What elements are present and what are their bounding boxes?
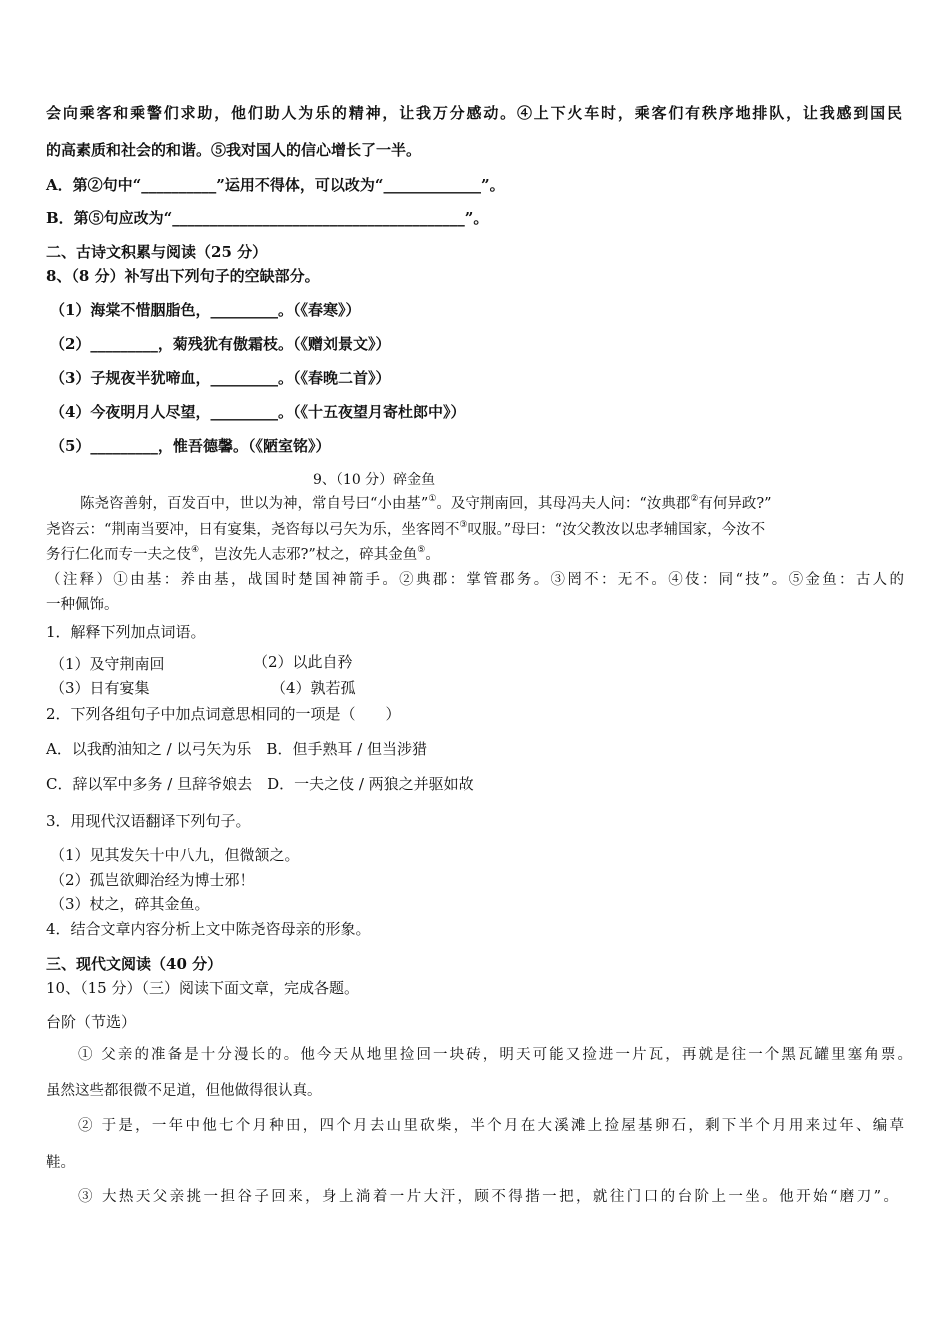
q9-passage-line-1 [80, 494, 772, 514]
article-title: 台阶（节选） [46, 1013, 137, 1031]
q8-title: 8、（8 分）补写出下列句子的空缺部分。 [46, 267, 320, 285]
article-para-2-line-2: 鞋。 [46, 1155, 75, 1171]
article-para-2-line-1: ② 于是，一年中他七个月种田，四个月去山里砍柴，半个月在大溪滩上捡屋基卵石，剩下半个月用来过年、编草 [78, 1118, 904, 1134]
passage-text: 。 [425, 547, 440, 563]
footnote-mark: ⑤ [417, 545, 426, 556]
passage-text: 务行仁化而专一夫之伎 [46, 547, 191, 563]
option-b: B．第⑤句应改为“_______________________________________”。 [46, 209, 489, 227]
q9-translate-1: （1）见其发矢十中八九，但微颔之。 [50, 846, 300, 864]
option-a: A．第②句中“__________”运用不得体，可以改为“_____________”。 [46, 176, 505, 194]
q9-note-line-2: 一种佩饰。 [46, 597, 119, 613]
footnote-mark: ③ [459, 520, 468, 531]
intro-line-2: 的高素质和社会的和谐。⑤我对国人的信心增长了一半。 [46, 141, 422, 159]
q8-item-4: （4）今夜明月人尽望，_________。（《十五夜望月寄杜郎中》） [50, 403, 466, 421]
q8-item-5: （5）_________，惟吾德馨。（《陋室铭》） [50, 437, 331, 455]
footnote-mark: ② [690, 494, 699, 505]
q8-item-3: （3）子规夜半犹啼血，_________。（《春晚二首》） [50, 369, 391, 387]
q9-translate-2: （2）孤岂欲卿治经为博士邪！ [50, 871, 255, 889]
section-3-heading: 三、现代文阅读（40 分） [46, 955, 223, 973]
passage-text: ，岂汝先人志邪?”杖之，碎其金鱼 [199, 547, 418, 563]
footnote-mark: ④ [191, 545, 200, 556]
q8-item-2: （2）_________，菊残犹有傲霜枝。（《赠刘景文》） [50, 335, 391, 353]
q9-word-3: （3）日有宴集 [50, 679, 150, 697]
q9-options-ab: A．以我酌油知之 / 以弓矢为乐 B．但手熟耳 / 但当涉猎 [46, 740, 428, 758]
passage-text: 陈尧咨善射，百发百中，世以为神，常自号曰“小由基” [80, 496, 429, 512]
q9-note-line-1: （注释）①由基：养由基，战国时楚国神箭手。②典郡：掌管郡务。③罔不：无不。④伎：同“技”。⑤金鱼：古人的 [46, 572, 904, 588]
q8-item-1: （1）海棠不惜胭脂色，_________。（《春寒》） [50, 301, 361, 319]
passage-text: 叹服。”母曰：“汝父教汝以忠孝辅国家，今汝不 [467, 522, 766, 538]
q9-word-4: （4）孰若孤 [271, 679, 356, 697]
passage-text: 尧咨云：“荆南当要冲，日有宴集，尧咨每以弓矢为乐，坐客罔不 [46, 522, 460, 538]
q9-options-cd: C．辞以军中多务 / 旦辞爷娘去 D．一夫之伎 / 两狼之并驱如故 [46, 775, 474, 793]
passage-text: 有何异政?” [698, 496, 772, 512]
section-2-heading: 二、古诗文积累与阅读（25 分） [46, 243, 268, 261]
article-para-1-line-1: ① 父亲的准备是十分漫长的。他今天从地里捡回一块砖，明天可能又捡进一片瓦，再就是往一个黑瓦罐里塞角票。 [78, 1047, 912, 1063]
q9-word-2: （2）以此自矜 [253, 653, 353, 671]
q9-sub-3: 3．用现代汉语翻译下列句子。 [46, 812, 251, 830]
q9-word-1: （1）及守荆南回 [50, 655, 165, 673]
q9-sub-2: 2．下列各组句子中加点词意思相同的一项是（ ） [46, 705, 401, 723]
footnote-mark: ① [428, 494, 437, 505]
q9-sub-4: 4．结合文章内容分析上文中陈尧咨母亲的形象。 [46, 920, 371, 938]
intro-line-1: 会向乘客和乘警们求助，他们助人为乐的精神，让我万分感动。④上下火车时，乘客们有秩序地排队，让我感到国民 [46, 104, 902, 122]
q9-translate-3: （3）杖之，碎其金鱼。 [50, 895, 210, 913]
q10-title: 10、（15 分）（三）阅读下面文章，完成各题。 [46, 979, 359, 997]
q9-passage-line-2 [46, 520, 765, 540]
article-para-3-line-1: ③ 大热天父亲挑一担谷子回来，身上淌着一片大汗，顾不得揩一把，就往门口的台阶上一坐。他开始“磨刀”。 [78, 1189, 898, 1205]
article-para-1-line-2: 虽然这些都很微不足道，但他做得很认真。 [46, 1083, 322, 1099]
q9-title: 9、（10 分）碎金鱼 [313, 472, 436, 488]
q9-passage-line-3 [46, 545, 440, 565]
q9-sub-1: 1．解释下列加点词语。 [46, 623, 206, 641]
passage-text: 。及守荆南回，其母冯夫人问：“汝典郡 [436, 496, 691, 512]
